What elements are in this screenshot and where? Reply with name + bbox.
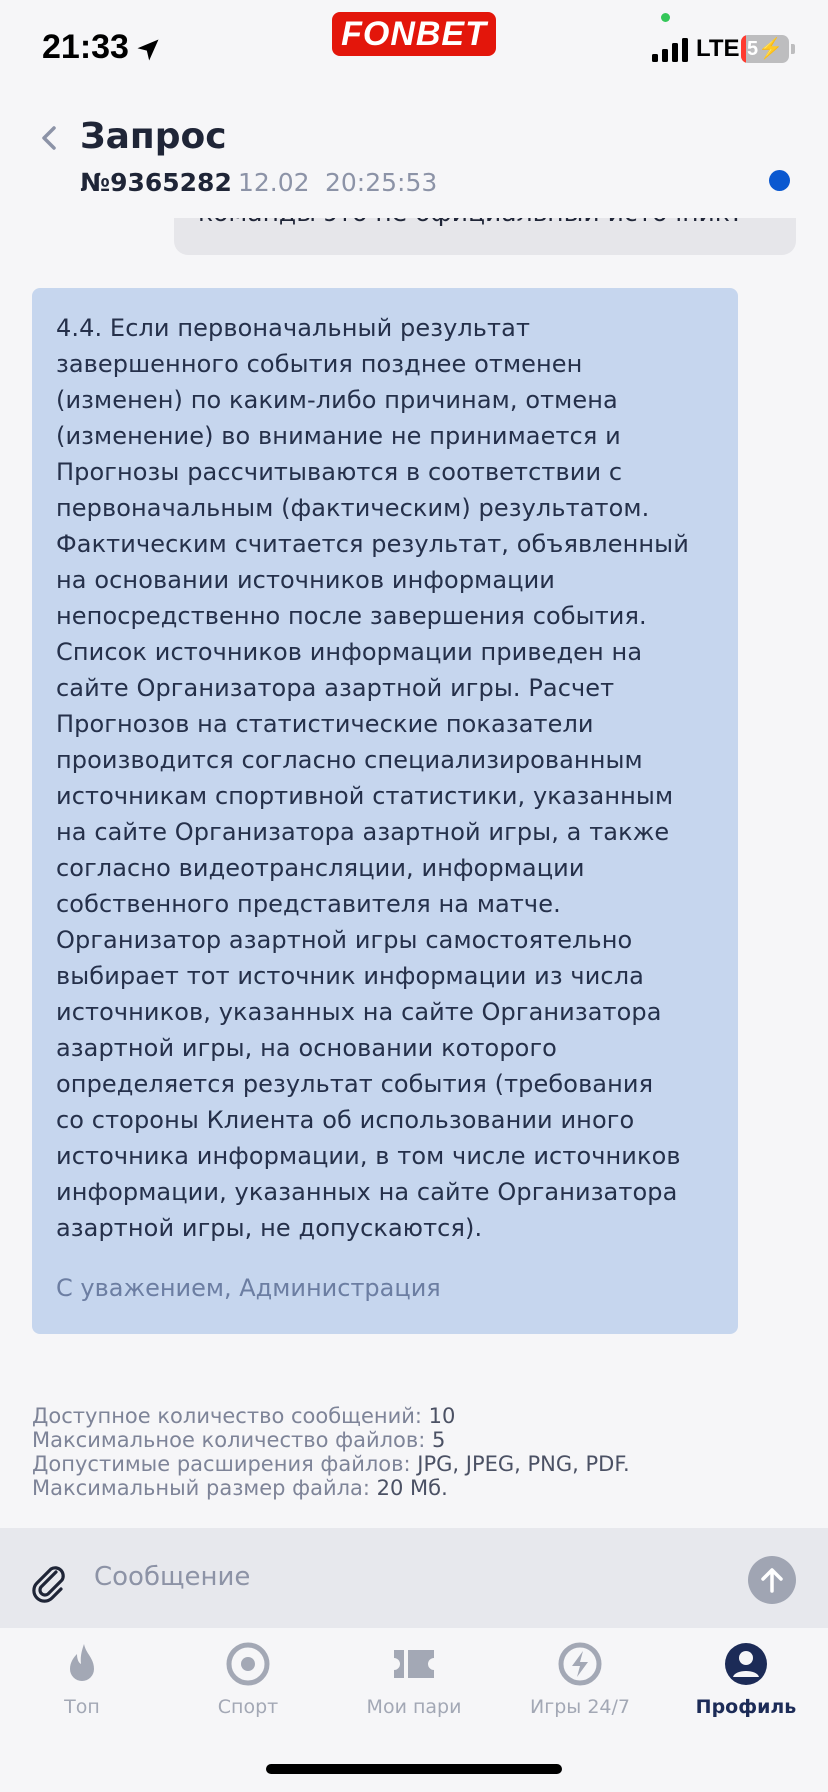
lightning-icon <box>556 1640 604 1688</box>
chat-header <box>0 100 828 218</box>
limit-messages: Доступное количество сообщений: 10 <box>32 1404 456 1428</box>
limit-file-size: Максимальный размер файла: 20 Мб. <box>32 1476 448 1500</box>
message-composer <box>0 1528 828 1628</box>
tab-my-bets-label: Мои пари <box>366 1696 462 1718</box>
battery-icon <box>741 35 789 63</box>
tab-top[interactable] <box>12 1640 152 1720</box>
request-time: 20:25:53 <box>325 168 438 197</box>
flame-icon <box>58 1640 106 1688</box>
tab-my-bets[interactable] <box>344 1640 484 1720</box>
home-indicator[interactable] <box>266 1764 562 1774</box>
battery-cap <box>791 44 795 54</box>
tab-sport[interactable] <box>178 1640 318 1720</box>
request-number: №9365282 <box>80 168 232 197</box>
battery-percent: 5⚡ <box>746 38 784 60</box>
page-title: Запрос <box>80 116 227 157</box>
send-button[interactable] <box>748 1556 796 1604</box>
tab-games-label: Игры 24/7 <box>530 1696 630 1718</box>
tab-games[interactable] <box>510 1640 650 1720</box>
profile-icon <box>722 1640 770 1688</box>
tab-profile-label: Профиль <box>695 1696 797 1718</box>
network-type: LTE <box>696 35 740 62</box>
tab-sport-label: Спорт <box>217 1696 279 1718</box>
admin-message-bubble <box>32 288 738 1334</box>
tab-profile[interactable] <box>676 1640 816 1720</box>
limit-extensions: Допустимые расширения файлов: JPG, JPEG, PNG, PDF. <box>32 1452 630 1476</box>
status-time: 21:33 <box>42 28 129 66</box>
privacy-indicator-dot <box>661 13 670 22</box>
admin-message-text: 4.4. Если первоначальный результат завершенного события позднее отменен (изменен) по каким-либо причинам, отмена (изменение) во внимание не принимается и Прогнозы рассчитываются в соответствии с первоначальным (фактическим) результатом. Фактическим считается результат, объявленный на основании источников информации непосредственно после завершения события. Список источников информации приведен на сайте Организатора азартной игры. Расчет Прогнозов на статистические показатели производится согласно специализированным источникам спортивной статистики, указанным на сайте Организатора азартной игры, а также согласно видеотрансляции, информации собственного представителя на матче. Организатор азартной игры самостоятельно выбирает тот источник информации из числа источников, указанных на сайте Организатора азартной игры, на основании которого определяется результат события (требования со стороны Клиента об использовании иного источника информации, в том числе источников информации, указанных на сайте Организатора азартной игры, не допускаются). <box>56 314 689 1242</box>
admin-signature: С уважением, Администрация <box>56 1274 441 1302</box>
request-date: 12.02 <box>238 168 310 197</box>
status-bar <box>0 0 828 100</box>
back-button[interactable] <box>30 118 70 158</box>
request-status-dot <box>769 170 790 191</box>
ticket-icon <box>390 1640 438 1688</box>
attach-file-button[interactable] <box>26 1558 72 1604</box>
cellular-signal-icon <box>652 38 690 62</box>
target-icon <box>224 1640 272 1688</box>
arrow-up-icon <box>748 1556 796 1604</box>
limits-info <box>32 1404 630 1500</box>
brand-logo: FONBET <box>332 12 496 56</box>
tab-top-label: Топ <box>64 1696 100 1718</box>
location-arrow-icon <box>134 36 162 64</box>
message-input[interactable] <box>94 1552 724 1602</box>
limit-files: Максимальное количество файлов: 5 <box>32 1428 446 1452</box>
